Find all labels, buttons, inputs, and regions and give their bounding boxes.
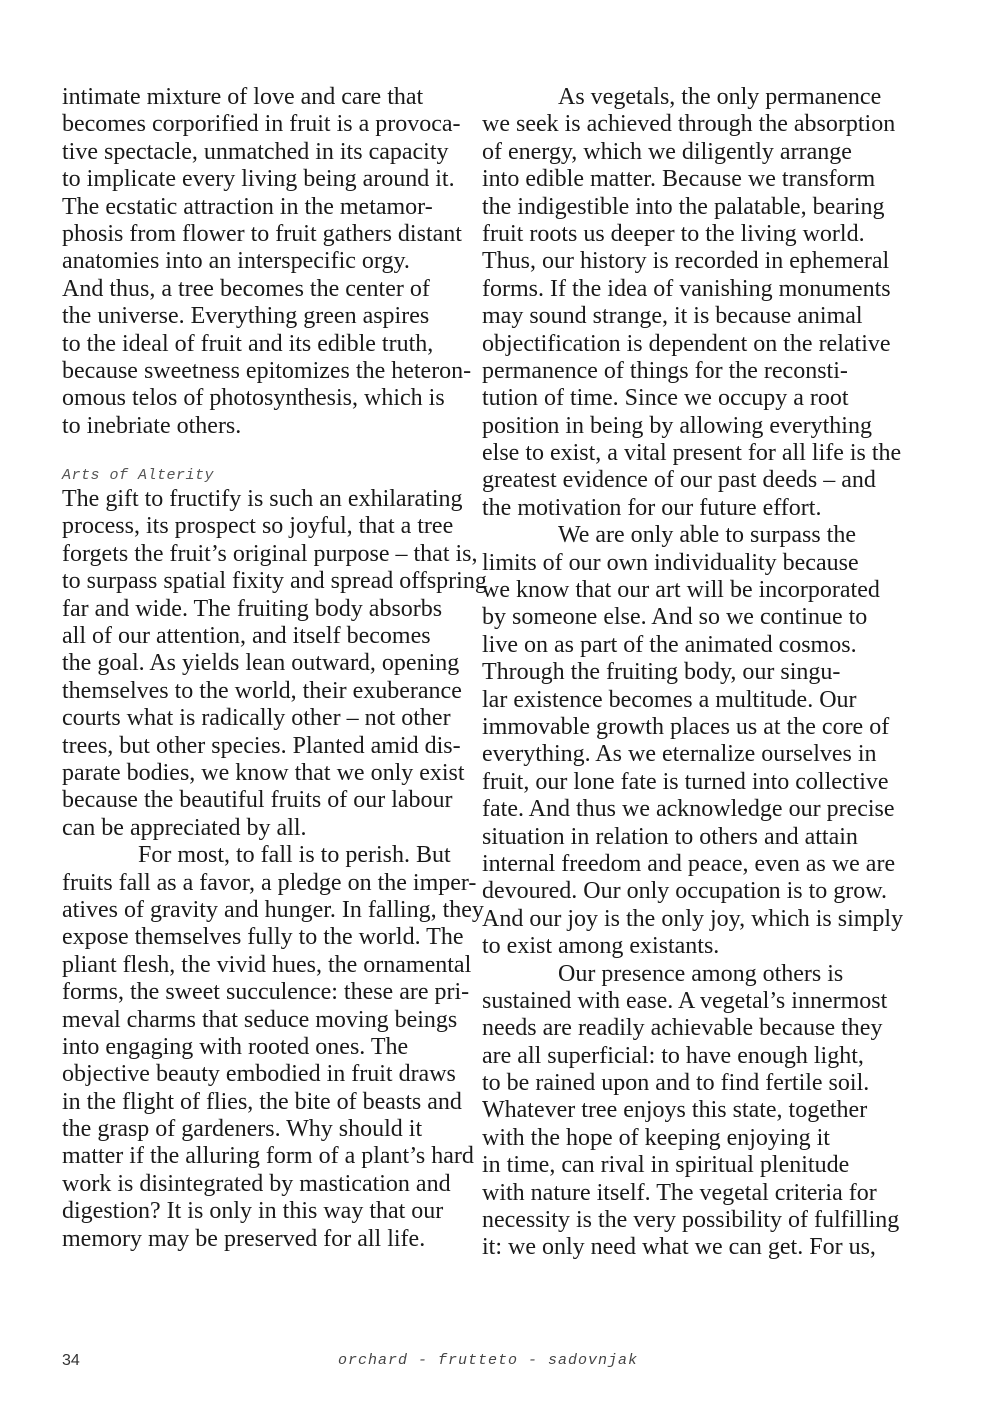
text-line: situation in relation to others and attain (482, 823, 858, 850)
text-line: For most, to fall is to perish. But (138, 842, 451, 869)
text-line: Our presence among others is (558, 960, 844, 987)
text-line: into edible matter. Because we transform (482, 166, 876, 193)
text-line: sustained with ease. A vegetal’s innermost (482, 987, 888, 1014)
text-line: of energy, which we diligently arrange (482, 138, 852, 165)
right-paragraph-3 (482, 960, 900, 1262)
text-line: objective beauty embodied in fruit draws (62, 1061, 456, 1088)
text-line: memory may be preserved for all life. (62, 1225, 426, 1252)
text-line: The gift to fructify is such an exhilarating (62, 486, 463, 513)
text-line: the motivation for our future effort. (482, 494, 822, 521)
text-line: by someone else. And so we continue to (482, 604, 868, 631)
left-column (62, 84, 487, 1253)
text-line: As vegetals, the only permanence (558, 84, 882, 110)
text-line: all of our attention, and itself becomes (62, 623, 431, 650)
text-line: with the hope of keeping enjoying it (482, 1124, 830, 1151)
text-line: it: we only need what we can get. For us, (482, 1234, 876, 1261)
right-paragraph-2 (482, 522, 904, 960)
text-line: forgets the fruit’s original purpose – that is, (62, 540, 478, 567)
left-paragraph-1 (62, 84, 472, 440)
text-line: necessity is the very possibility of fulfilling (482, 1207, 900, 1234)
text-line: digestion? It is only in this way that our (62, 1198, 444, 1225)
text-line: devoured. Our only occupation is to grow. (482, 878, 888, 905)
right-paragraph-1 (482, 84, 902, 522)
text-line: in time, can rival in spiritual plenitude (482, 1152, 850, 1179)
text-line: fate. And thus we acknowledge our precise (482, 796, 895, 823)
text-line: forms, the sweet succulence: these are pri- (62, 979, 470, 1006)
page-number: 34 (62, 1352, 80, 1369)
text-line: fruits fall as a favor, a pledge on the imper- (62, 869, 477, 896)
text-line: limits of our own individuality because (482, 549, 859, 576)
text-line: becomes corporified in fruit is a provoca- (62, 111, 461, 138)
text-line: pliant flesh, the vivid hues, the ornamental (62, 951, 472, 978)
text-line: intimate mixture of love and care that (62, 84, 424, 110)
text-line: immovable growth places us at the core of (482, 713, 890, 740)
text-line: greatest evidence of our past deeds – and (482, 467, 876, 494)
text-line: Through the fruiting body, our singu- (482, 659, 841, 686)
text-line: internal freedom and peace, even as we are (482, 850, 896, 877)
right-column (482, 84, 904, 1262)
text-line: with nature itself. The vegetal criteria for (482, 1179, 877, 1206)
text-line: meval charms that seduce moving beings (62, 1006, 458, 1033)
text-line: to exist among existants. (482, 933, 720, 960)
text-line: We are only able to surpass the (558, 522, 856, 549)
text-line: may sound strange, it is because animal (482, 303, 863, 330)
text-line: phosis from flower to fruit gathers distant (62, 220, 462, 247)
text-line: can be appreciated by all. (62, 814, 307, 841)
text-line: live on as part of the animated cosmos. (482, 631, 857, 658)
text-line: expose themselves fully to the world. The (62, 924, 464, 951)
text-line: the goal. As yields lean outward, opening (62, 650, 460, 677)
section-heading: Arts of Alterity (62, 467, 215, 485)
text-line: objectification is dependent on the relative (482, 330, 891, 357)
text-line: in the flight of flies, the bite of beasts and (62, 1088, 462, 1115)
running-title: orchard - frutteto - sadovnjak (338, 1352, 639, 1369)
text-line: matter if the alluring form of a plant’s hard (62, 1143, 474, 1170)
text-line: process, its prospect so joyful, that a tree (62, 513, 454, 540)
text-line: omous telos of photosynthesis, which is (62, 385, 445, 412)
left-paragraph-2 (62, 486, 487, 842)
text-line: lar existence becomes a multitude. Our (482, 686, 857, 713)
text-line: are all superficial: to have enough light, (482, 1042, 864, 1069)
text-line: The ecstatic attraction in the metamor- (62, 193, 433, 220)
text-line: far and wide. The fruiting body absorbs (62, 595, 443, 622)
text-line: position in being by allowing everything (482, 412, 872, 439)
text-line: fruit roots us deeper to the living world. (482, 220, 865, 247)
text-line: else to exist, a vital present for all life is the (482, 440, 902, 467)
text-line: courts what is radically other – not other (62, 705, 451, 732)
text-line: fruit, our lone fate is turned into collective (482, 768, 889, 795)
text-line: Thus, our history is recorded in ephemeral (482, 248, 890, 275)
text-line: permanence of things for the reconsti- (482, 357, 848, 384)
text-line: parate bodies, we know that we only exist (62, 759, 465, 786)
text-line: And our joy is the only joy, which is simply (482, 905, 904, 932)
text-line: work is disintegrated by mastication and (62, 1170, 451, 1197)
text-line: to surpass spatial fixity and spread offspring (62, 568, 487, 595)
text-line: to be rained upon and to find fertile soil. (482, 1070, 870, 1097)
text-line: we seek is achieved through the absorption (482, 111, 896, 138)
text-line: anatomies into an interspecific orgy. (62, 248, 410, 275)
text-line: needs are readily achievable because they (482, 1015, 883, 1042)
text-line: the grasp of gardeners. Why should it (62, 1116, 423, 1143)
text-line: the indigestible into the palatable, bearing (482, 193, 885, 220)
text-line: we know that our art will be incorporated (482, 577, 880, 604)
text-line: trees, but other species. Planted amid dis- (62, 732, 461, 759)
text-line: forms. If the idea of vanishing monuments (482, 275, 891, 302)
text-line: tution of time. Since we occupy a root (482, 385, 849, 412)
paragraph-gap (62, 440, 472, 460)
text-line: to implicate every living being around it. (62, 166, 455, 193)
text-line: the universe. Everything green aspires (62, 303, 430, 330)
text-line: And thus, a tree becomes the center of (62, 275, 430, 302)
text-line: tive spectacle, unmatched in its capacity (62, 138, 449, 165)
text-line: to the ideal of fruit and its edible truth, (62, 330, 434, 357)
text-line: to inebriate others. (62, 412, 242, 439)
text-line: because sweetness epitomizes the heteron- (62, 357, 472, 384)
text-line: into engaging with rooted ones. The (62, 1033, 409, 1060)
text-line: Whatever tree enjoys this state, together (482, 1097, 868, 1124)
text-line: because the beautiful fruits of our labour (62, 787, 453, 814)
text-line: themselves to the world, their exuberance (62, 677, 462, 704)
text-line: atives of gravity and hunger. In falling, they (62, 896, 484, 923)
left-paragraph-3 (62, 842, 484, 1253)
text-line: everything. As we eternalize ourselves in (482, 741, 877, 768)
